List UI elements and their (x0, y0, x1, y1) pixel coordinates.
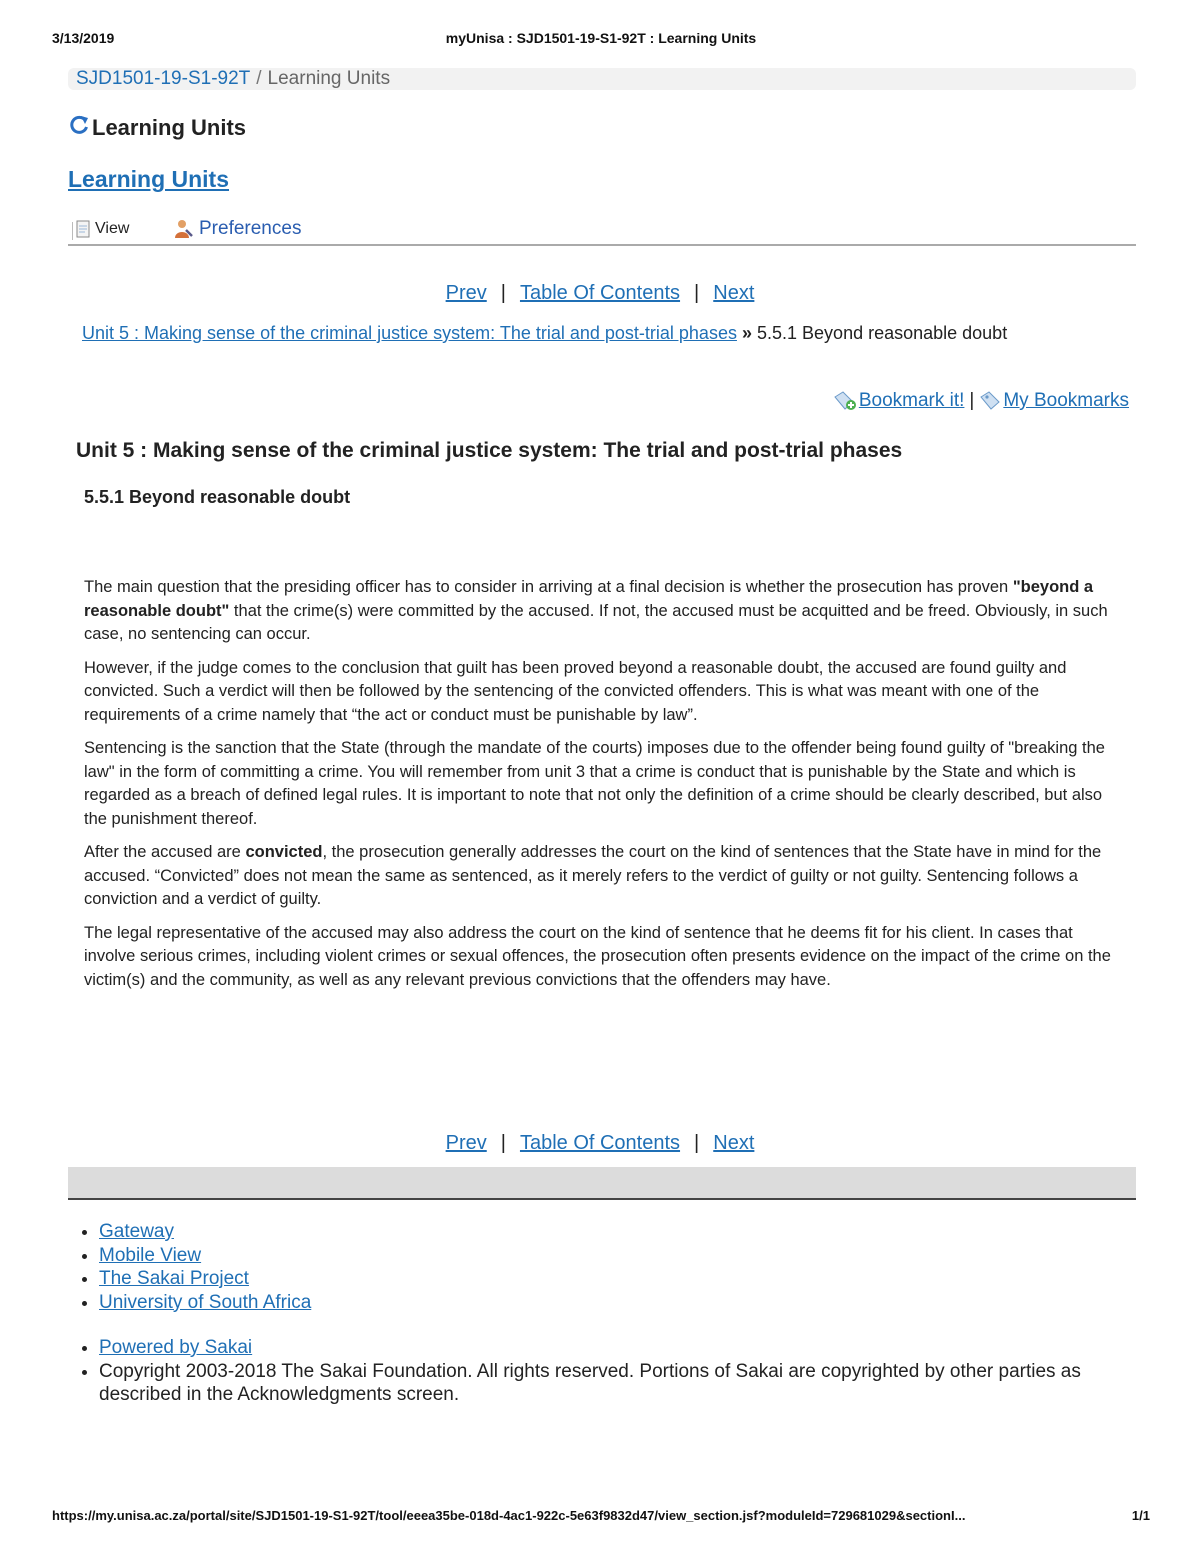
footer-info (78, 1336, 1099, 1407)
footer-links (78, 1220, 311, 1314)
content-paragraph: However, if the judge comes to the conclusion that guilt has been proved beyond a reasonable doubt, the accused are found guilty and convicted. Such a verdict will then be followed by the sentencing of the convicted offenders. This is what was meant with one of the requirements of a crime namely that “the act or conduct must be punishable by law”. (84, 658, 1067, 724)
bottom-navigation (0, 1132, 1200, 1155)
table-of-contents-link[interactable]: Table Of Contents (519, 282, 681, 304)
path-arrow: » (741, 323, 752, 343)
bookmarks-bar (833, 390, 1129, 412)
content-paragraph: The main question that the presiding officer has to consider in arriving at a final decision is whether the prosecution has proven "beyond a reasonable doubt" that the crime(s) were committed by the accused. If not, the accused must be acquitted and be freed. Obviously, in such case, no sentencing can occur. (84, 578, 1108, 643)
document-icon (76, 220, 90, 238)
bookmark-it-link[interactable]: Bookmark it! (858, 390, 965, 411)
tool-title (68, 114, 246, 142)
bookmarks-divider: | (969, 390, 975, 411)
footer-link-item (99, 1220, 311, 1244)
print-url: https://my.unisa.ac.za/portal/site/SJD1501-19-S1-92T/tool/eeea35be-018d-4ac1-922c-5e63f9832d47/view_section.jsf?moduleId=729681029&sectionI... (52, 1508, 966, 1523)
print-date: 3/13/2019 (52, 30, 115, 46)
footer-link-item (99, 1244, 311, 1268)
footer-link-item (99, 1336, 1099, 1360)
footer-bar (68, 1167, 1136, 1200)
unisa-link[interactable]: University of South Africa (99, 1291, 312, 1313)
preferences-label: Preferences (199, 218, 302, 239)
content-paragraph: The legal representative of the accused may also address the court on the kind of sentence that he deems fit for his client. In cases that involve serious crimes, including violent crimes or sexual offences, the prosecution often presents evidence on the impact of the crime on the victim(s) and the community, as well as any relevant previous convictions that the offenders may have. (84, 923, 1111, 989)
nav-divider: | (694, 1132, 700, 1154)
prev-link[interactable]: Prev (445, 1132, 487, 1154)
section-heading: 5.5.1 Beyond reasonable doubt (84, 487, 351, 507)
next-link[interactable]: Next (713, 282, 755, 304)
breadcrumb-separator: / (256, 68, 262, 89)
content-paragraph: After the accused are convicted, the prosecution generally addresses the court on the kind of sentences that the State have in mind for the accused. “Convicted” does not mean the same as sentenced, as it merely refers to the verdict of guilty or not guilty. Sentencing follows a conviction and a verdict of guilty. (84, 843, 1102, 908)
toolbar (68, 218, 1136, 246)
breadcrumb (68, 68, 1136, 90)
bookmark-tag-icon (979, 391, 1001, 411)
content-paragraph: Sentencing is the sanction that the State (through the mandate of the courts) imposes due to the offender being found guilty of "breaking the law" in the form of committing a crime. You will remember from unit 3 that a crime is conduct that is punishable by the State and which is regarded as a breach of defined legal rules. It is important to note that not only the definition of a crime should be clearly described, but also the punishment thereof. (84, 739, 1105, 828)
user-preferences-icon (174, 218, 194, 240)
copyright-text: • Copyright 2003-2018 The Sakai Foundation. All rights reserved. Portions of Sakai are copyrighted by other parties as described in the Acknowledgments screen. (99, 1360, 1099, 1407)
print-title: myUnisa : SJD1501-19-S1-92T : Learning Units (445, 30, 757, 46)
print-header (52, 30, 1150, 50)
unit-link[interactable]: Unit 5 : Making sense of the criminal justice system: The trial and post-trial phases (82, 323, 737, 343)
learning-units-link[interactable]: Learning Units (68, 166, 230, 192)
print-footer (52, 1508, 1150, 1526)
refresh-icon[interactable] (68, 114, 92, 142)
gateway-link[interactable]: Gateway (99, 1221, 174, 1242)
toolbar-divider (72, 222, 73, 240)
my-bookmarks-link[interactable]: My Bookmarks (1003, 390, 1129, 411)
unit-heading: Unit 5 : Making sense of the criminal justice system: The trial and post-trial phases (76, 439, 903, 462)
mobile-view-link[interactable]: Mobile View (99, 1244, 202, 1266)
unit-path (82, 322, 1102, 345)
nav-divider: | (500, 1132, 506, 1154)
view-button[interactable] (76, 220, 129, 238)
breadcrumb-current: Learning Units (267, 68, 391, 89)
breadcrumb-site-link[interactable]: SJD1501-19-S1-92T (76, 68, 251, 89)
current-section: 5.5.1 Beyond reasonable doubt (757, 323, 1008, 343)
footer-link-item (99, 1291, 311, 1315)
nav-divider: | (500, 282, 506, 304)
powered-by-sakai-link[interactable]: Powered by Sakai (99, 1337, 253, 1358)
section-content (84, 576, 1124, 1002)
footer-link-item (99, 1267, 311, 1291)
prev-link[interactable]: Prev (445, 282, 487, 304)
nav-divider: | (694, 282, 700, 304)
print-page-number: 1/1 (1131, 1508, 1150, 1523)
view-label: View (95, 220, 130, 237)
bookmark-add-icon (833, 391, 857, 411)
next-link[interactable]: Next (713, 1132, 755, 1154)
tool-title-text: Learning Units (92, 115, 247, 140)
table-of-contents-link[interactable]: Table Of Contents (519, 1132, 681, 1154)
top-navigation (0, 282, 1200, 305)
preferences-button[interactable] (174, 218, 301, 240)
sakai-project-link[interactable]: The Sakai Project (99, 1268, 249, 1289)
